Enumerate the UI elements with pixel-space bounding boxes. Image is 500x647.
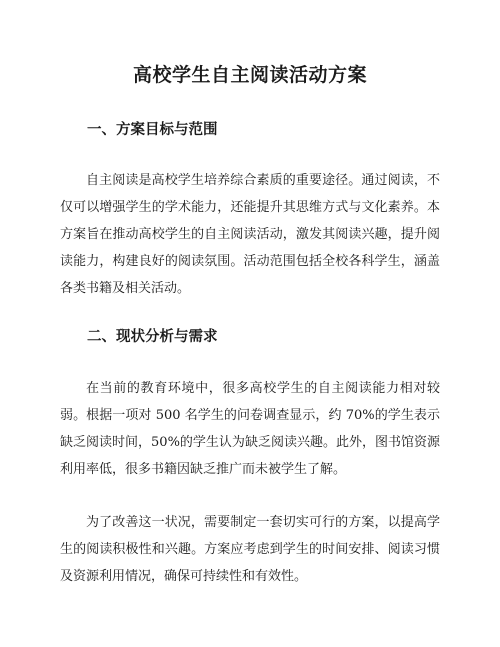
section-heading-status-needs: 二、现状分析与需求 [87,329,218,345]
section-heading-goals-scope: 一、方案目标与范围 [87,122,218,138]
paragraph-goals-scope: 自主阅读是高校学生培养综合素质的重要途径。通过阅读，不仅可以增强学生的学术能力，还能提升其思维方式与文化素养。本方案旨在推动高校学生的自主阅读活动，激发其阅读兴趣，提升阅读能力，构建良好的阅读氛围。活动范围包括全校各科学生，涵盖各类书籍及相关活动。 [60,173,440,296]
paragraph-improvement-need: 为了改善这一状况，需要制定一套切实可行的方案，以提高学生的阅读积极性和兴趣。方案应考虑到学生的时间安排、阅读习惯及资源利用情况，确保可持续性和有效性。 [60,515,440,584]
document-title: 高校学生自主阅读活动方案 [132,64,367,86]
paragraph-current-status: 在当前的教育环境中，很多高校学生的自主阅读能力相对较弱。根据一项对 500 名学生的问卷调查显示，约 70%的学生表示缺乏阅读时间，50%的学生认为缺乏阅读兴趣。此外，图书馆资源利用率低，很多书籍因缺乏推广而未被学生了解。 [60,381,440,477]
